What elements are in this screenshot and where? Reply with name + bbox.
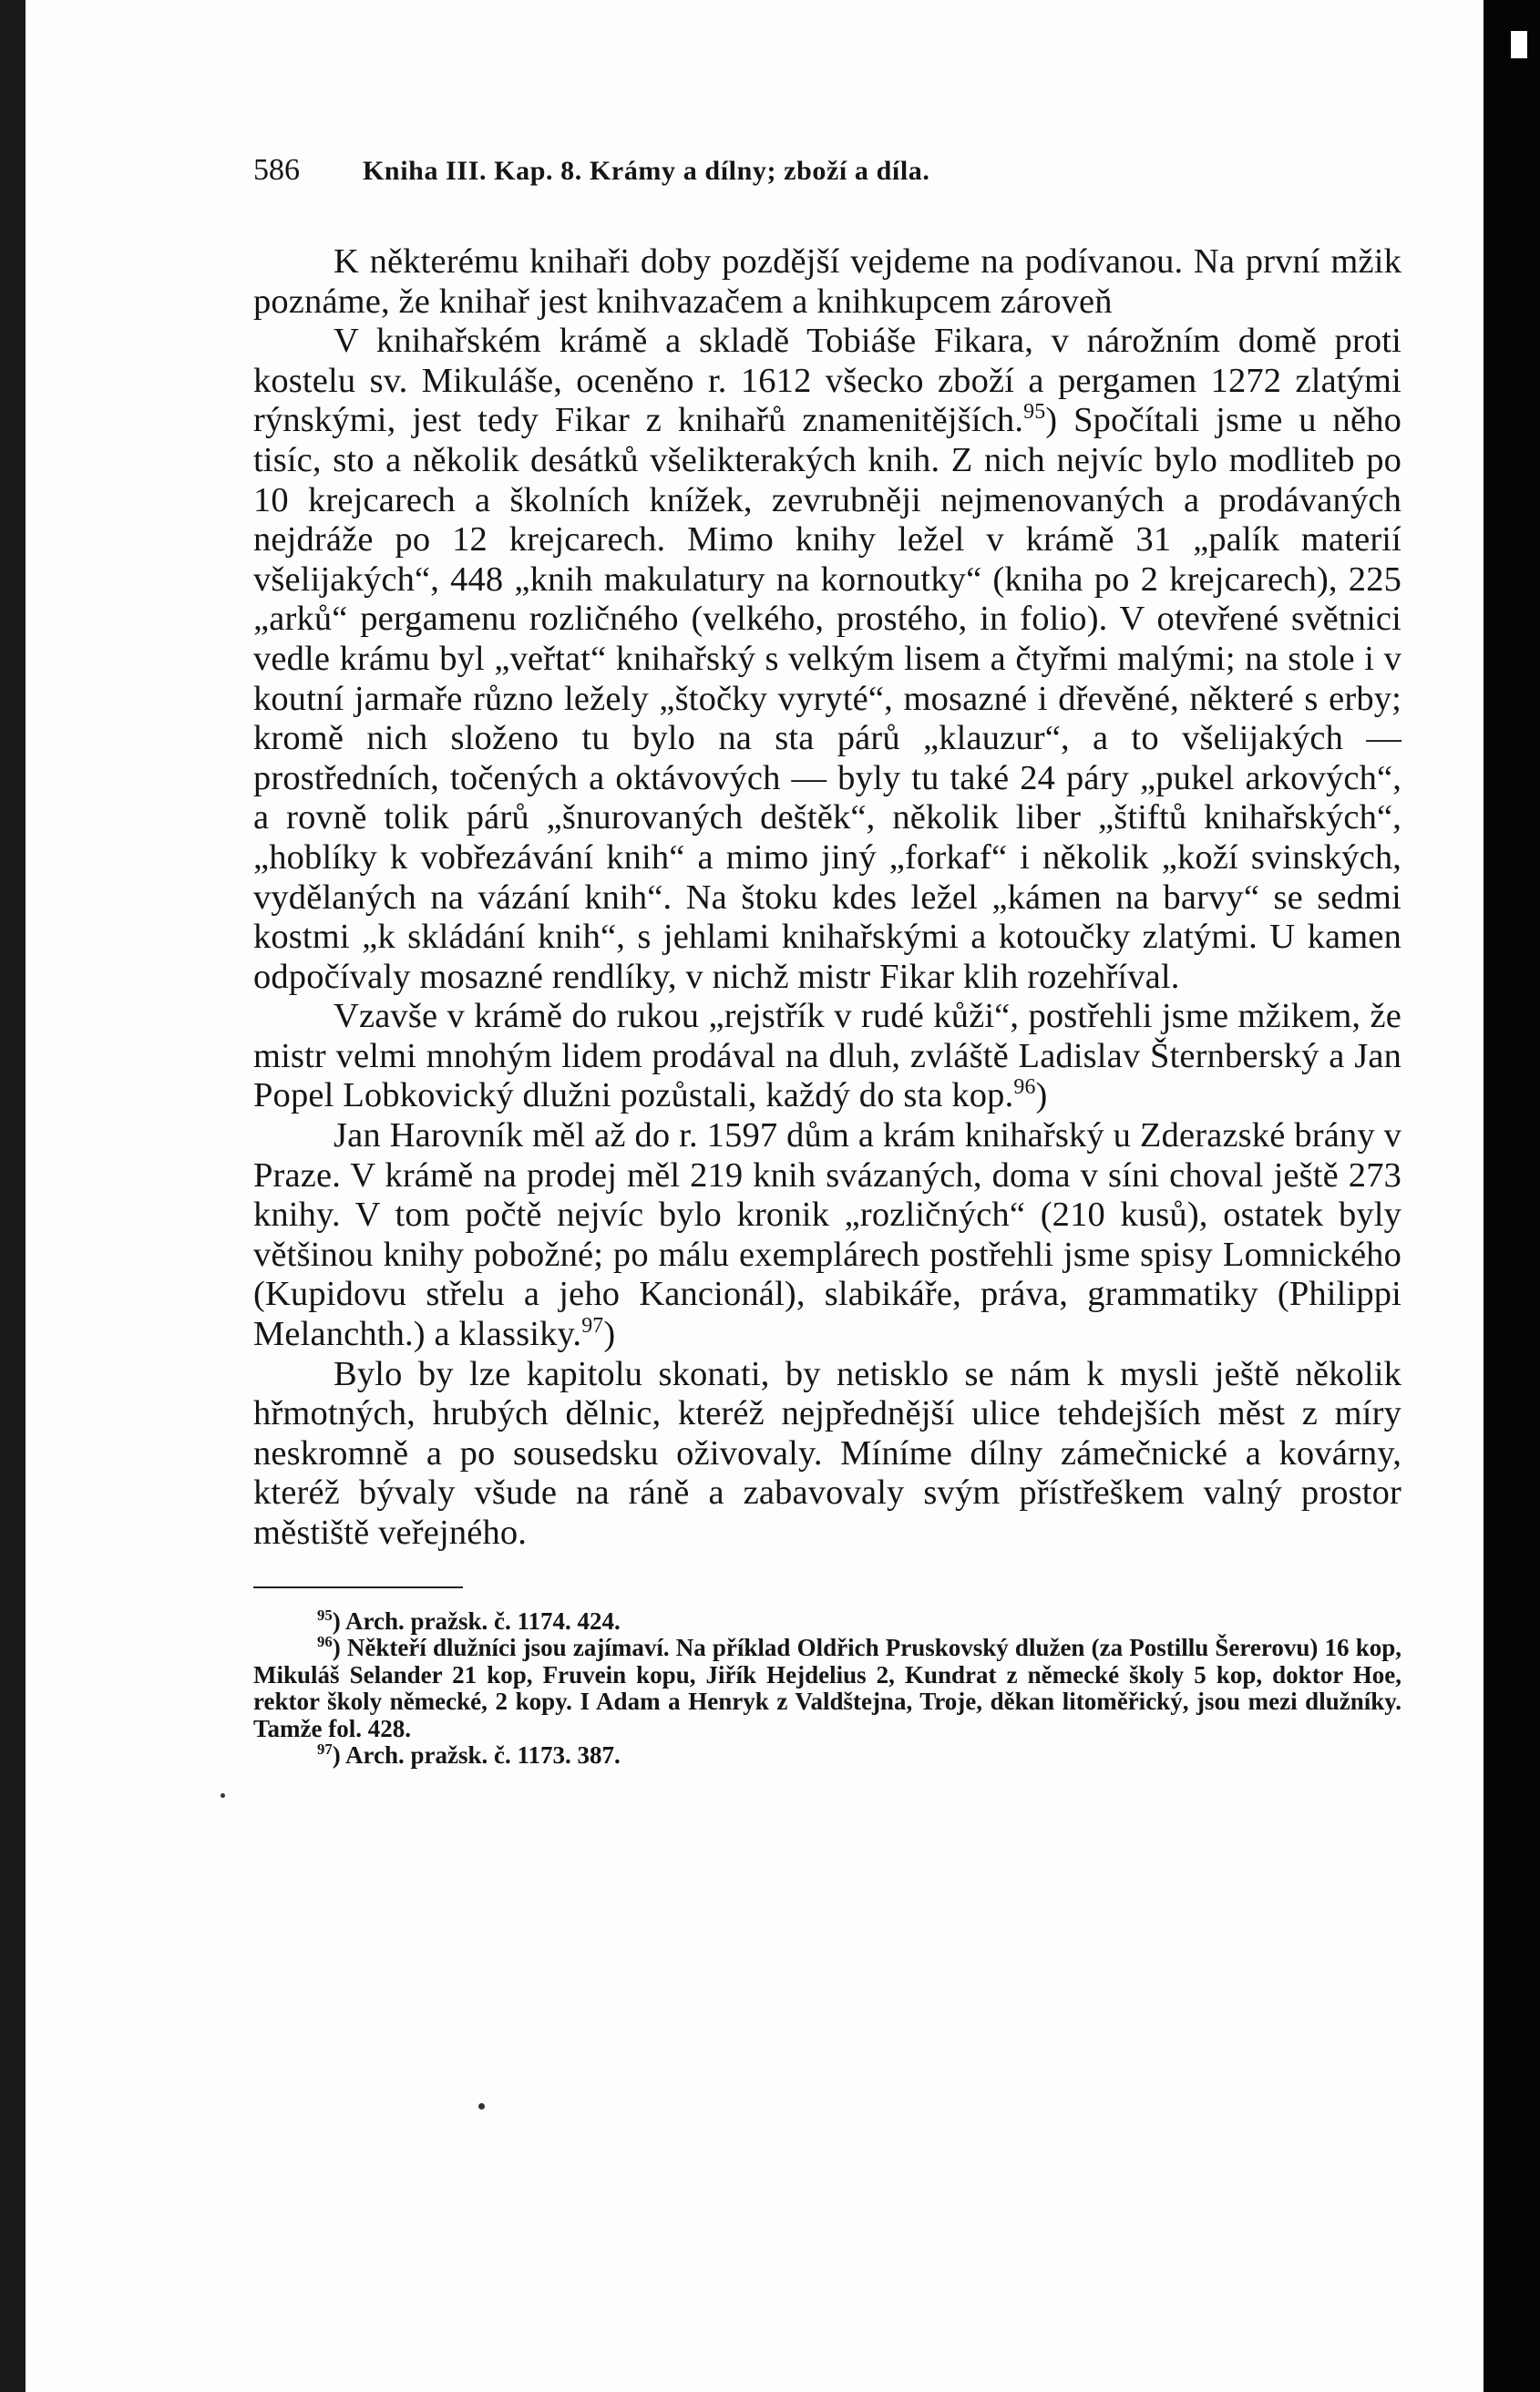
- paragraph-text: ): [1035, 1076, 1048, 1115]
- paragraph: [253, 997, 1401, 1116]
- paragraph-text: Jan Harovník měl až do r. 1597 dům a krám knihařský u Zderazské brány v Praze. V krámě na prodej měl 219 knih svázaných, doma v síni choval ještě 273 knihy. V tom počtě nejvíc bylo kronik „rozličných“ (210 kusů), ostatek byly většinou knihy pobožné; po málu exemplárech postřehli jsme spisy Lomnického (Kupidovu střelu a jeho Kancionál), slabikáře, práva, grammatiky (Philippi Melanchth.) a klassiky.: [253, 1116, 1401, 1354]
- paragraph: [253, 322, 1401, 997]
- paragraph-text: ): [603, 1315, 616, 1354]
- print-speck: [221, 1793, 225, 1798]
- paragraph: [253, 1116, 1401, 1355]
- page-header: [253, 153, 1401, 193]
- footnote-ref: 96: [1013, 1075, 1036, 1100]
- scan-border: [1484, 0, 1540, 2392]
- footnote: [253, 1608, 1401, 1636]
- scan-corner-mark: [1511, 31, 1527, 58]
- footnote-text: ) Arch. pražsk. č. 1174. 424.: [332, 1607, 621, 1635]
- paragraph-text: Vzavše v krámě do rukou „rejstřík v rudé kůži“, postřehli jsme mžikem, že mistr velmi mnohým lidem prodával na dluh, zvláště Ladislav Šternberský a Jan Popel Lobkovický dlužni pozůstali, každý do sta kop.: [253, 997, 1401, 1115]
- footnote: [253, 1635, 1401, 1742]
- book-page: [26, 0, 1484, 2392]
- footnotes: [253, 1608, 1401, 1770]
- footnote: [253, 1742, 1401, 1770]
- footnote-text: ) Arch. pražsk. č. 1173. 387.: [332, 1741, 621, 1770]
- paragraph: [253, 242, 1401, 322]
- print-speck: [478, 2103, 485, 2110]
- footnote-ref: 97: [581, 1314, 604, 1339]
- running-head: Kniha III. Kap. 8. Krámy a dílny; zboží a díla.: [363, 156, 930, 186]
- footnote-text: ) Někteří dlužníci jsou zajímaví. Na příklad Oldřich Pruskovský dlužen (za Postillu Šererovu) 16 kop, Mikuláš Selander 21 kop, Fruvein kopu, Jiřík Hejdelius 2, Kundrat z německé školy 5 kop, doktor Hoe, rektor školy německé, 2 kopy. I Adam a Henryk z Valdštejna, Troje, děkan litoměřický, jsou mezi dlužníky. Tamže fol. 428.: [253, 1634, 1401, 1742]
- paragraph-text: V knihařském krámě a skladě Tobiáše Fikara, v nárožním domě proti kostelu sv. Mikuláše, oceněno r. 1612 všecko zboží a pergamen 1272 zlatými rýnskými, jest tedy Fikar z knihařů znamenitějších.: [253, 322, 1401, 440]
- body-text: [253, 242, 1401, 1554]
- footnote-divider: [253, 1586, 463, 1588]
- footnote-ref: 95: [1023, 400, 1046, 425]
- paragraph: [253, 1355, 1401, 1554]
- paragraph-text: ) Spočítali jsme u něho tisíc, sto a několik desátků všelikterakých knih. Z nich nejvíc bylo modliteb po 10 krejcarech a školních knížek, zevrubněji nejmenovaných a prodávaných nejdráže po 12 krejcarech. Mimo knihy ležel v krámě 31 „palík materií všelijakých“, 448 „knih makulatury na kornoutky“ (kniha po 2 krejcarech), 225 „arků“ pergamenu rozličného (velkého, prostého, in folio). V otevřené světnici vedle krámu byl „veřtat“ knihařský s velkým lisem a čtyřmi malými; na stole i v koutní jarmaře různo ležely „štočky vyryté“, mosazné i dřevěné, některé s erby; kromě nich složeno tu bylo na sta párů „klauzur“, a to všelijakých — prostředních, točených a oktávových — byly tu také 24 páry „pukel arkových“, a rovně tolik párů „šnurovaných deštěk“, několik liber „štiftů knihařských“, „hoblíky k vobřezávání knih“ a mimo jiný „forkaf“ i několik „koží svinských, vydělaných na vázání knih“. Na štoku kdes ležel „kámen na barvy“ se sedmi kostmi „k skládání knih“, s jehlami knihařskými a kotoučky zlatými. U kamen odpočívaly mosazné rendlíky, v nichž mistr Fikar klih rozehříval.: [253, 401, 1401, 996]
- paragraph-text: Bylo by lze kapitolu skonati, by netisklo se nám k mysli ještě několik hřmotných, hrubých dělnic, kteréž nejpřednější ulice tehdejších měst z míry neskromně a po sousedsku oživovaly. Míníme dílny zámečnické a kovárny, kteréž bývaly všude na ráně a zabavovaly svým přístřeškem valný prostor městiště veřejného.: [253, 1354, 1401, 1552]
- paragraph-text: K některému knihaři doby pozdější vejdeme na podívanou. Na první mžik poznáme, že knihař jest knihvazačem a knihkupcem zároveň: [253, 242, 1401, 321]
- footnote-mark: 97: [317, 1740, 333, 1759]
- footnote-mark: 95: [317, 1606, 333, 1624]
- footnote-mark: 96: [317, 1633, 333, 1651]
- page-number: 586: [253, 153, 300, 187]
- page-content: [253, 153, 1401, 1770]
